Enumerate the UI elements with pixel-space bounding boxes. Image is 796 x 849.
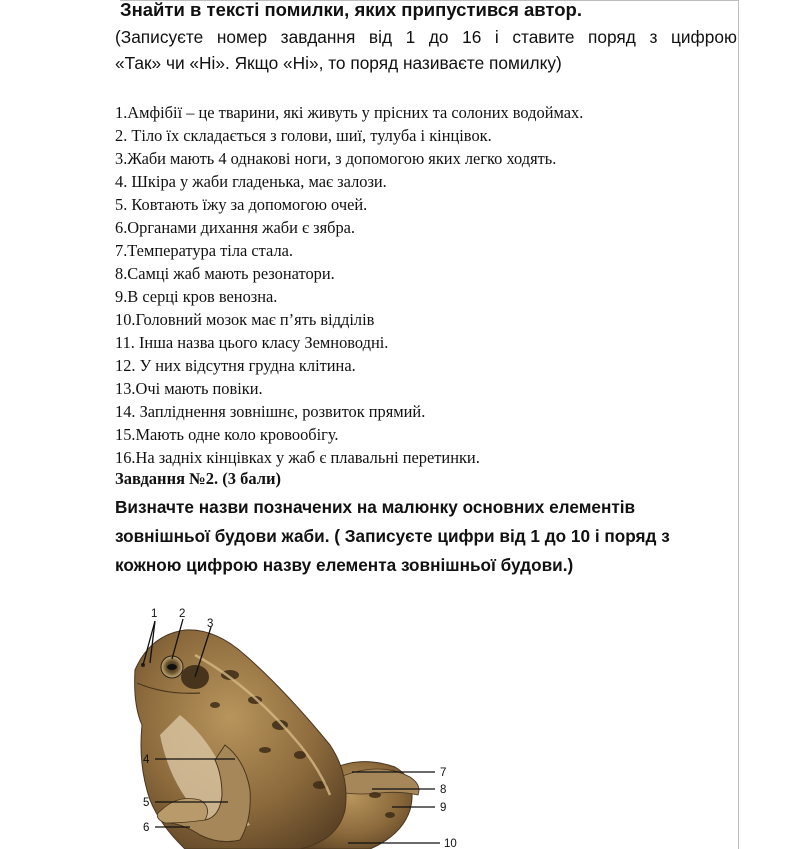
task2-line-2: зовнішньої будови жаби. ( Записуєте цифри від 1 до 10 і поряд з: [115, 526, 670, 546]
label-9: 9: [440, 802, 447, 814]
instructions-word: з: [649, 27, 658, 47]
label-4: 4: [143, 754, 150, 766]
instructions-line-1: [115, 24, 737, 50]
statement-item: 8.Самці жаб мають резонатори.: [115, 264, 335, 283]
instructions-word: і: [494, 27, 499, 47]
statement-item: 4. Шкіра у жаби гладенька, має залози.: [115, 172, 387, 191]
statement-item: 1.Амфібії – це тварини, які живуть у прісних та солоних водоймах.: [115, 103, 584, 122]
instructions-word: 1: [405, 27, 416, 47]
instructions-word: 16: [462, 27, 482, 47]
statement-item: 2. Тіло їх складається з голови, шиї, тулуба і кінцівок.: [115, 126, 492, 145]
task1-instructions: [115, 24, 737, 76]
task1-heading: Знайти в тексті помилки, яких припустився автор.: [120, 0, 582, 20]
instructions-word: номер: [216, 27, 268, 47]
label-8: 8: [440, 784, 447, 796]
frog-hind-foot: [340, 769, 419, 795]
label-1: 1: [151, 608, 158, 620]
instructions-word: завдання: [280, 27, 356, 47]
statement-item: 15.Мають одне коло кровообігу.: [115, 425, 339, 444]
statements-list: [115, 101, 583, 469]
label-3: 3: [207, 618, 214, 630]
label-10: 10: [444, 838, 457, 849]
statement-item: 6.Органами дихання жаби є зябра.: [115, 218, 356, 237]
statement-item: 9.В серці кров венозна.: [115, 287, 278, 306]
instructions-word: ставите: [512, 27, 575, 47]
label-5: 5: [143, 797, 150, 809]
task2-line-1: Визначте назви позначених на малюнку основних елементів: [115, 497, 636, 517]
statement-item: 7.Температура тіла стала.: [115, 241, 294, 260]
statement-item: 5. Ковтають їжу за допомогою очей.: [115, 195, 368, 214]
statement-item: 13.Очі мають повіки.: [115, 379, 263, 398]
instructions-word: від: [368, 27, 393, 47]
instructions-word: цифрою: [670, 27, 737, 47]
task2-title: Завдання №2. (3 бали): [115, 469, 281, 488]
instructions-word: до: [428, 27, 449, 47]
label-2: 2: [179, 608, 186, 620]
statement-item: 11. Інша назва цього класу Земноводні.: [115, 333, 389, 352]
statement-item: 16.На задніх кінцівках у жаб є плавальні перетинки.: [115, 448, 480, 467]
statement-item: 10.Головний мозок має п’ять відділів: [115, 310, 375, 329]
statement-item: 14. Запліднення зовнішнє, розвиток прямий.: [115, 402, 426, 421]
label-7: 7: [440, 767, 447, 779]
label-6: 6: [143, 822, 150, 834]
statement-item: 3.Жаби мають 4 однакові ноги, з допомогою яких легко ходять.: [115, 149, 557, 168]
task2-line-3: кожною цифрою назву елемента зовнішньої будови.): [115, 555, 574, 575]
task2-body: [115, 493, 740, 580]
instructions-word: (Записуєте: [115, 27, 204, 47]
page-right-border: [738, 0, 739, 849]
instructions-word: поряд: [588, 27, 636, 47]
statement-item: 12. У них відсутня грудна клітина.: [115, 356, 356, 375]
instructions-line-2: «Так» чи «Ні». Якщо «Ні», то поряд називаєте помилку): [115, 53, 562, 73]
frog-figure: [0, 595, 470, 849]
